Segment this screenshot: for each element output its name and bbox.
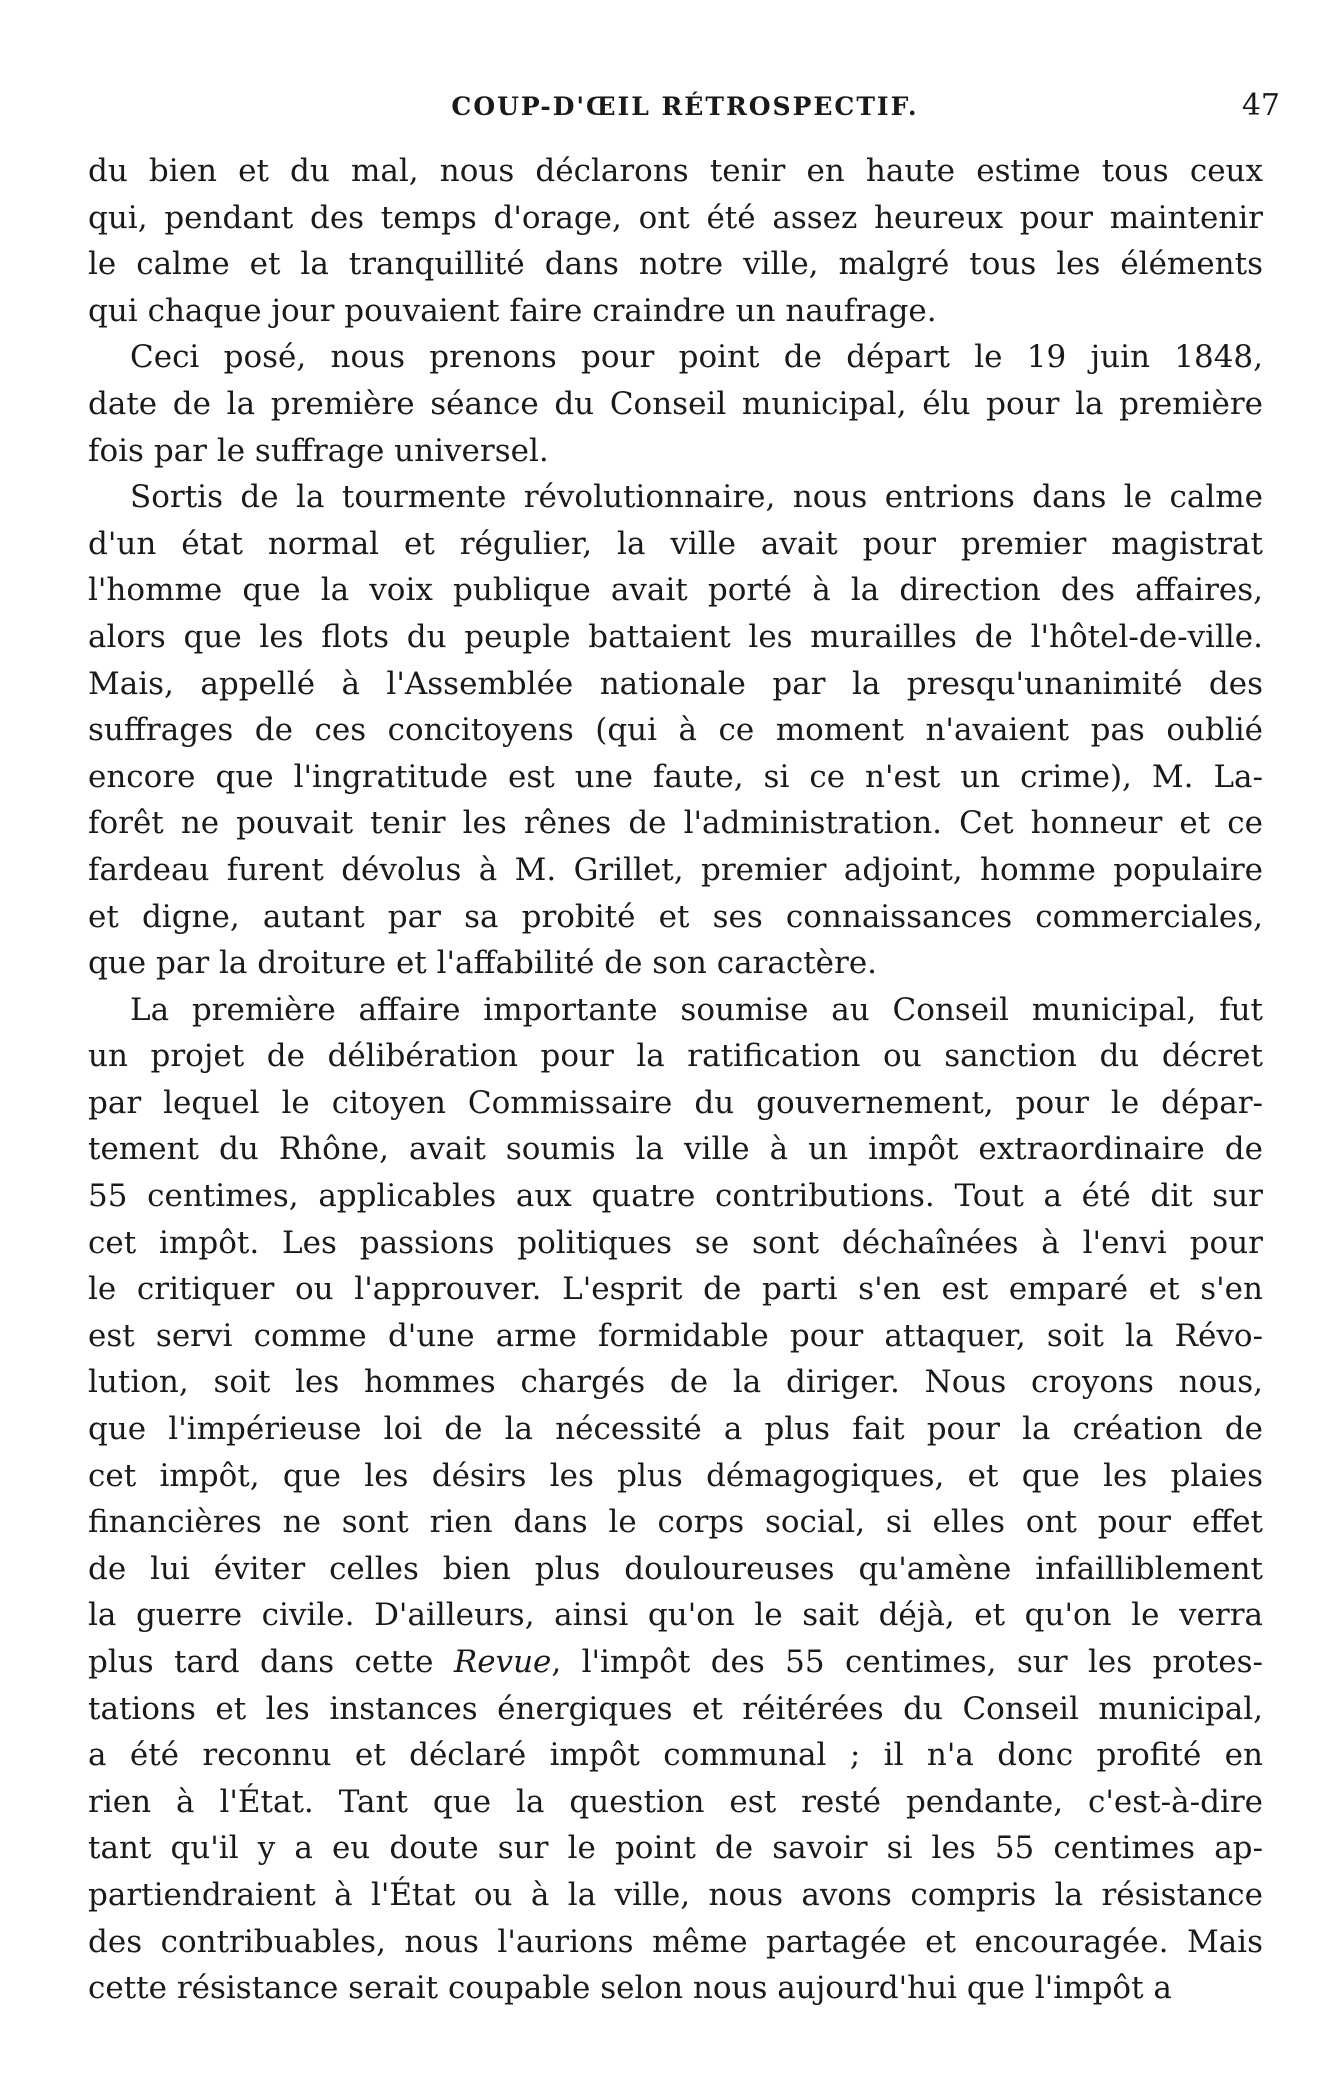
paragraph bbox=[88, 148, 1263, 334]
text-line: et digne, autant par sa probité et ses connaissances commerciales, bbox=[88, 898, 1263, 935]
text-line: que l'impérieuse loi de la nécessité a plus fait pour la création de bbox=[88, 1411, 1263, 1448]
text-line: Sortis de la tourmente révolutionnaire, nous entrions dans le calme bbox=[130, 479, 1263, 516]
text-line: tant qu'il y a eu doute sur le point de savoir si les 55 centimes ap- bbox=[88, 1830, 1263, 1867]
text-line: fois par le suffrage universel. bbox=[88, 432, 549, 469]
text-line: financières ne sont rien dans le corps social, si elles ont pour effet bbox=[88, 1504, 1263, 1541]
text-line: fardeau furent dévolus à M. Grillet, premier adjoint, homme populaire bbox=[88, 851, 1263, 888]
text-line: la guerre civile. D'ailleurs, ainsi qu'on le sait déjà, et qu'on le verra bbox=[88, 1597, 1263, 1634]
paragraph bbox=[88, 334, 1263, 474]
text-line: suffrages de ces concitoyens (qui à ce moment n'avaient pas oublié bbox=[88, 712, 1263, 749]
text-line: est servi comme d'une arme formidable pour attaquer, soit la Révo- bbox=[88, 1317, 1263, 1354]
text-line: par lequel le citoyen Commissaire du gouvernement, pour le dépar- bbox=[88, 1084, 1263, 1121]
text-line: rien à l'État. Tant que la question est resté pendante, c'est-à-dire bbox=[88, 1783, 1263, 1820]
page-number: 47 bbox=[1241, 88, 1280, 123]
text-line: Mais, appellé à l'Assemblée nationale par la presqu'unanimité des bbox=[88, 665, 1263, 702]
text-line: tement du Rhône, avait soumis la ville à un impôt extraordinaire de bbox=[88, 1131, 1263, 1168]
text-line: un projet de délibération pour la ratification ou sanction du décret bbox=[88, 1038, 1263, 1075]
paragraph bbox=[88, 987, 1263, 2012]
text-line: alors que les flots du peuple battaient les murailles de l'hôtel-de-ville. bbox=[88, 618, 1263, 655]
text-line: des contribuables, nous l'aurions même partagée et encouragée. Mais bbox=[88, 1923, 1263, 1960]
text-line: que par la droiture et l'affabilité de son caractère. bbox=[88, 945, 878, 982]
text-line: de lui éviter celles bien plus douloureuses qu'amène infailliblement bbox=[88, 1550, 1263, 1587]
text-line: date de la première séance du Conseil municipal, élu pour la première bbox=[88, 385, 1263, 422]
text-line: encore que l'ingratitude est une faute, si ce n'est un crime), M. La- bbox=[88, 758, 1263, 795]
body-text bbox=[88, 148, 1263, 2012]
text-line: le calme et la tranquillité dans notre ville, malgré tous les éléments bbox=[88, 246, 1263, 283]
text-line: qui, pendant des temps d'orage, ont été assez heureux pour maintenir bbox=[88, 199, 1263, 236]
text-line: plus tard dans cette Revue, l'impôt des 55 centimes, sur les protes- bbox=[88, 1644, 1263, 1680]
text-line: cet impôt, que les désirs les plus démagogiques, et que les plaies bbox=[88, 1457, 1263, 1494]
text-line: le critiquer ou l'approuver. L'esprit de parti s'en est emparé et s'en bbox=[88, 1271, 1263, 1308]
text-line: 55 centimes, applicables aux quatre contributions. Tout a été dit sur bbox=[88, 1178, 1263, 1215]
text-line: La première affaire importante soumise au Conseil municipal, fut bbox=[130, 991, 1263, 1028]
text-line: d'un état normal et régulier, la ville avait pour premier magistrat bbox=[88, 525, 1263, 562]
running-head bbox=[90, 88, 1280, 132]
running-title: COUP-D'ŒIL RÉTROSPECTIF. bbox=[451, 92, 919, 121]
text-line: partiendraient à l'État ou à la ville, nous avons compris la résistance bbox=[88, 1876, 1263, 1913]
text-line: qui chaque jour pouvaient faire craindre un naufrage. bbox=[88, 292, 937, 329]
text-line: l'homme que la voix publique avait porté à la direction des affaires, bbox=[88, 572, 1263, 609]
text-line: du bien et du mal, nous déclarons tenir en haute estime tous ceux bbox=[88, 153, 1263, 189]
text-line: Ceci posé, nous prenons pour point de départ le 19 juin 1848, bbox=[130, 339, 1263, 376]
paragraph bbox=[88, 474, 1263, 987]
text-line: forêt ne pouvait tenir les rênes de l'administration. Cet honneur et ce bbox=[88, 805, 1263, 842]
text-line: tations et les instances énergiques et réitérées du Conseil municipal, bbox=[88, 1690, 1263, 1727]
text-line: cette résistance serait coupable selon nous aujourd'hui que l'impôt a bbox=[88, 1970, 1172, 2007]
text-line: cet impôt. Les passions politiques se sont déchaînées à l'envi pour bbox=[88, 1224, 1263, 1261]
text-line: a été reconnu et déclaré impôt communal ; il n'a donc profité en bbox=[88, 1737, 1263, 1774]
text-line: lution, soit les hommes chargés de la diriger. Nous croyons nous, bbox=[88, 1364, 1263, 1401]
